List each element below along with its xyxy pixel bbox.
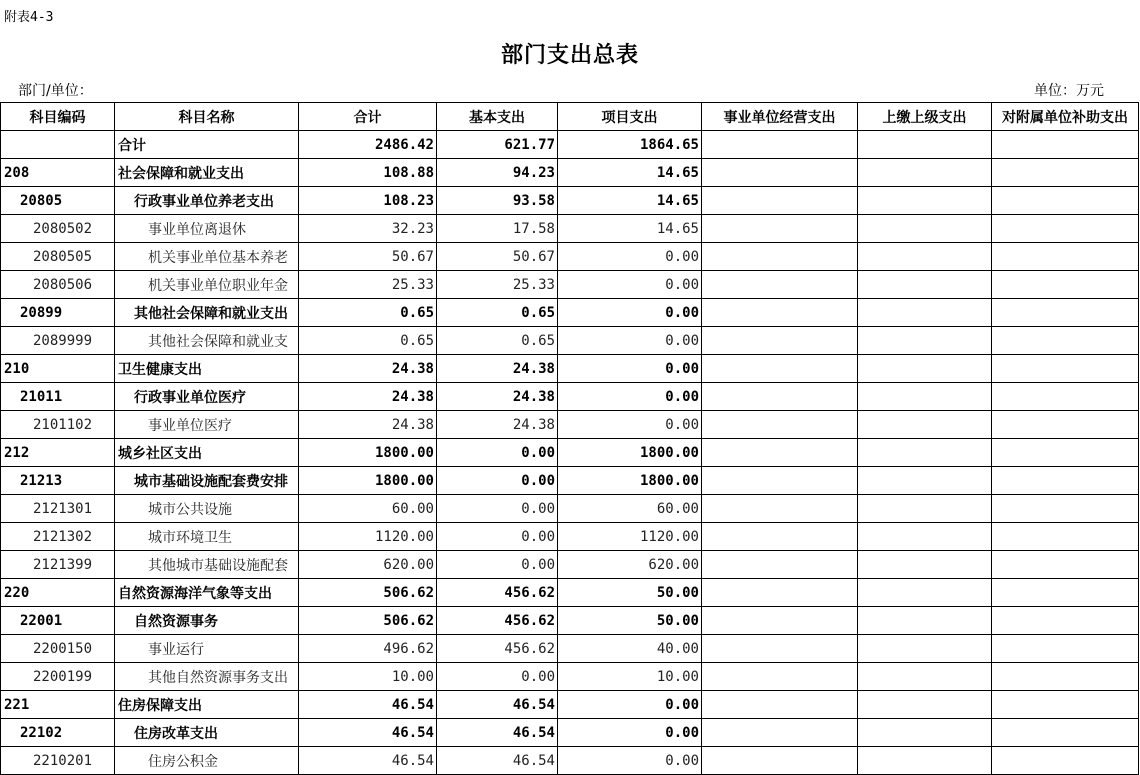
cell-project: 1864.65	[558, 131, 702, 159]
table-row	[1, 131, 1139, 159]
cell-basic: 24.38	[437, 355, 558, 383]
cell-name: 其他自然资源事务支出	[115, 663, 299, 691]
cell-subsidy	[992, 215, 1139, 243]
cell-remit	[858, 663, 992, 691]
cell-operating	[702, 495, 858, 523]
cell-remit	[858, 523, 992, 551]
cell-basic: 0.00	[437, 523, 558, 551]
cell-code: 22001	[1, 607, 115, 635]
cell-project: 14.65	[558, 215, 702, 243]
cell-remit	[858, 607, 992, 635]
cell-basic: 0.00	[437, 663, 558, 691]
cell-basic: 24.38	[437, 383, 558, 411]
cell-remit	[858, 495, 992, 523]
page-title: 部门支出总表	[500, 43, 639, 68]
cell-remit	[858, 327, 992, 355]
cell-subsidy	[992, 439, 1139, 467]
table-row	[1, 719, 1139, 747]
cell-remit	[858, 271, 992, 299]
cell-subsidy	[992, 159, 1139, 187]
cell-operating	[702, 187, 858, 215]
cell-subsidy	[992, 411, 1139, 439]
table-row	[1, 635, 1139, 663]
cell-project: 10.00	[558, 663, 702, 691]
cell-total: 24.38	[299, 355, 437, 383]
cell-name: 其他社会保障和就业支	[115, 327, 299, 355]
table-row	[1, 355, 1139, 383]
cell-subsidy	[992, 719, 1139, 747]
cell-name: 合计	[115, 131, 299, 159]
cell-basic: 456.62	[437, 579, 558, 607]
cell-operating	[702, 551, 858, 579]
cell-basic: 17.58	[437, 215, 558, 243]
cell-remit	[858, 187, 992, 215]
cell-remit	[858, 439, 992, 467]
cell-name: 行政事业单位医疗	[115, 383, 299, 411]
table-row	[1, 271, 1139, 299]
table-row	[1, 747, 1139, 775]
table-row	[1, 411, 1139, 439]
cell-total: 10.00	[299, 663, 437, 691]
cell-project: 0.00	[558, 691, 702, 719]
column-header-project: 项目支出	[558, 103, 702, 131]
cell-subsidy	[992, 327, 1139, 355]
column-header-code: 科目编码	[1, 103, 115, 131]
cell-name: 其他城市基础设施配套	[115, 551, 299, 579]
cell-code	[1, 131, 115, 159]
cell-basic: 93.58	[437, 187, 558, 215]
table-row	[1, 243, 1139, 271]
cell-total: 25.33	[299, 271, 437, 299]
cell-code: 2200150	[1, 635, 115, 663]
cell-remit	[858, 355, 992, 383]
cell-remit	[858, 215, 992, 243]
cell-basic: 94.23	[437, 159, 558, 187]
cell-name: 城市公共设施	[115, 495, 299, 523]
cell-subsidy	[992, 635, 1139, 663]
cell-subsidy	[992, 691, 1139, 719]
table-row	[1, 523, 1139, 551]
cell-remit	[858, 159, 992, 187]
cell-code: 2121399	[1, 551, 115, 579]
cell-project: 50.00	[558, 579, 702, 607]
cell-subsidy	[992, 607, 1139, 635]
cell-operating	[702, 299, 858, 327]
cell-name: 其他社会保障和就业支出	[115, 299, 299, 327]
cell-operating	[702, 243, 858, 271]
cell-operating	[702, 747, 858, 775]
cell-operating	[702, 327, 858, 355]
cell-remit	[858, 131, 992, 159]
cell-subsidy	[992, 131, 1139, 159]
cell-code: 2080502	[1, 215, 115, 243]
cell-total: 108.88	[299, 159, 437, 187]
cell-subsidy	[992, 551, 1139, 579]
cell-remit	[858, 299, 992, 327]
cell-project: 0.00	[558, 747, 702, 775]
cell-name: 住房公积金	[115, 747, 299, 775]
cell-code: 221	[1, 691, 115, 719]
cell-project: 14.65	[558, 159, 702, 187]
cell-basic: 456.62	[437, 607, 558, 635]
cell-name: 事业单位离退休	[115, 215, 299, 243]
cell-total: 60.00	[299, 495, 437, 523]
cell-operating	[702, 271, 858, 299]
table-row	[1, 215, 1139, 243]
cell-operating	[702, 523, 858, 551]
column-header-name: 科目名称	[115, 103, 299, 131]
cell-total: 2486.42	[299, 131, 437, 159]
cell-basic: 46.54	[437, 691, 558, 719]
cell-name: 住房保障支出	[115, 691, 299, 719]
cell-name: 住房改革支出	[115, 719, 299, 747]
cell-project: 0.00	[558, 271, 702, 299]
cell-code: 2080505	[1, 243, 115, 271]
cell-basic: 0.65	[437, 299, 558, 327]
table-row	[1, 187, 1139, 215]
cell-basic: 0.65	[437, 327, 558, 355]
cell-project: 0.00	[558, 299, 702, 327]
cell-operating	[702, 635, 858, 663]
cell-name: 卫生健康支出	[115, 355, 299, 383]
cell-code: 2080506	[1, 271, 115, 299]
table-row	[1, 495, 1139, 523]
cell-code: 2210201	[1, 747, 115, 775]
cell-operating	[702, 355, 858, 383]
cell-total: 32.23	[299, 215, 437, 243]
cell-subsidy	[992, 243, 1139, 271]
expenditure-table	[0, 102, 1139, 775]
cell-name: 事业单位医疗	[115, 411, 299, 439]
cell-operating	[702, 215, 858, 243]
cell-name: 事业运行	[115, 635, 299, 663]
cell-basic: 621.77	[437, 131, 558, 159]
cell-total: 50.67	[299, 243, 437, 271]
cell-subsidy	[992, 299, 1139, 327]
cell-project: 60.00	[558, 495, 702, 523]
cell-project: 620.00	[558, 551, 702, 579]
cell-remit	[858, 551, 992, 579]
cell-project: 14.65	[558, 187, 702, 215]
cell-basic: 46.54	[437, 747, 558, 775]
cell-code: 210	[1, 355, 115, 383]
cell-total: 46.54	[299, 691, 437, 719]
cell-remit	[858, 719, 992, 747]
cell-name: 机关事业单位职业年金	[115, 271, 299, 299]
cell-remit	[858, 243, 992, 271]
cell-project: 1800.00	[558, 439, 702, 467]
cell-operating	[702, 579, 858, 607]
cell-operating	[702, 439, 858, 467]
cell-code: 2121302	[1, 523, 115, 551]
cell-total: 506.62	[299, 607, 437, 635]
column-header-subsidy: 对附属单位补助支出	[992, 103, 1139, 131]
department-label: 部门/单位：	[18, 83, 93, 99]
appendix-label: 附表4-3	[4, 10, 54, 25]
cell-project: 1800.00	[558, 467, 702, 495]
cell-subsidy	[992, 747, 1139, 775]
cell-basic: 0.00	[437, 467, 558, 495]
cell-code: 2101102	[1, 411, 115, 439]
column-header-remit: 上缴上级支出	[858, 103, 992, 131]
cell-remit	[858, 467, 992, 495]
table-row	[1, 691, 1139, 719]
cell-operating	[702, 383, 858, 411]
cell-name: 社会保障和就业支出	[115, 159, 299, 187]
cell-total: 1800.00	[299, 439, 437, 467]
cell-code: 22102	[1, 719, 115, 747]
cell-operating	[702, 719, 858, 747]
cell-code: 2200199	[1, 663, 115, 691]
cell-code: 212	[1, 439, 115, 467]
cell-operating	[702, 131, 858, 159]
cell-remit	[858, 635, 992, 663]
column-header-operating: 事业单位经营支出	[702, 103, 858, 131]
cell-total: 0.65	[299, 327, 437, 355]
cell-name: 城市环境卫生	[115, 523, 299, 551]
cell-operating	[702, 663, 858, 691]
cell-remit	[858, 411, 992, 439]
cell-remit	[858, 747, 992, 775]
cell-code: 20805	[1, 187, 115, 215]
table-row	[1, 551, 1139, 579]
cell-project: 40.00	[558, 635, 702, 663]
cell-project: 50.00	[558, 607, 702, 635]
table-row	[1, 159, 1139, 187]
cell-project: 0.00	[558, 411, 702, 439]
table-row	[1, 663, 1139, 691]
cell-basic: 0.00	[437, 495, 558, 523]
cell-name: 城乡社区支出	[115, 439, 299, 467]
cell-name: 行政事业单位养老支出	[115, 187, 299, 215]
table-row	[1, 439, 1139, 467]
cell-total: 506.62	[299, 579, 437, 607]
cell-total: 620.00	[299, 551, 437, 579]
cell-subsidy	[992, 579, 1139, 607]
cell-operating	[702, 607, 858, 635]
cell-total: 1120.00	[299, 523, 437, 551]
cell-subsidy	[992, 187, 1139, 215]
cell-project: 0.00	[558, 719, 702, 747]
cell-total: 1800.00	[299, 467, 437, 495]
cell-basic: 50.67	[437, 243, 558, 271]
table-header-row	[1, 103, 1139, 131]
table-row	[1, 383, 1139, 411]
cell-project: 0.00	[558, 355, 702, 383]
cell-operating	[702, 411, 858, 439]
cell-total: 496.62	[299, 635, 437, 663]
cell-code: 21011	[1, 383, 115, 411]
column-header-total: 合计	[299, 103, 437, 131]
cell-subsidy	[992, 355, 1139, 383]
cell-code: 2121301	[1, 495, 115, 523]
cell-project: 1120.00	[558, 523, 702, 551]
cell-project: 0.00	[558, 383, 702, 411]
cell-code: 20899	[1, 299, 115, 327]
cell-name: 自然资源事务	[115, 607, 299, 635]
cell-operating	[702, 159, 858, 187]
cell-total: 46.54	[299, 747, 437, 775]
cell-subsidy	[992, 383, 1139, 411]
cell-total: 24.38	[299, 383, 437, 411]
cell-subsidy	[992, 495, 1139, 523]
cell-total: 24.38	[299, 411, 437, 439]
cell-name: 自然资源海洋气象等支出	[115, 579, 299, 607]
cell-name: 城市基础设施配套费安排	[115, 467, 299, 495]
cell-remit	[858, 579, 992, 607]
table-row	[1, 467, 1139, 495]
cell-subsidy	[992, 663, 1139, 691]
cell-total: 0.65	[299, 299, 437, 327]
column-header-basic: 基本支出	[437, 103, 558, 131]
cell-basic: 25.33	[437, 271, 558, 299]
cell-remit	[858, 691, 992, 719]
cell-project: 0.00	[558, 243, 702, 271]
cell-code: 2089999	[1, 327, 115, 355]
unit-label: 单位：万元	[1034, 83, 1104, 99]
cell-operating	[702, 691, 858, 719]
cell-subsidy	[992, 467, 1139, 495]
cell-subsidy	[992, 523, 1139, 551]
cell-total: 108.23	[299, 187, 437, 215]
cell-basic: 456.62	[437, 635, 558, 663]
table-row	[1, 579, 1139, 607]
cell-basic: 46.54	[437, 719, 558, 747]
cell-basic: 24.38	[437, 411, 558, 439]
cell-operating	[702, 467, 858, 495]
cell-code: 208	[1, 159, 115, 187]
cell-subsidy	[992, 271, 1139, 299]
table-row	[1, 299, 1139, 327]
table-row	[1, 607, 1139, 635]
cell-project: 0.00	[558, 327, 702, 355]
cell-remit	[858, 383, 992, 411]
cell-code: 21213	[1, 467, 115, 495]
cell-basic: 0.00	[437, 551, 558, 579]
cell-basic: 0.00	[437, 439, 558, 467]
table-row	[1, 327, 1139, 355]
cell-total: 46.54	[299, 719, 437, 747]
cell-code: 220	[1, 579, 115, 607]
cell-name: 机关事业单位基本养老	[115, 243, 299, 271]
